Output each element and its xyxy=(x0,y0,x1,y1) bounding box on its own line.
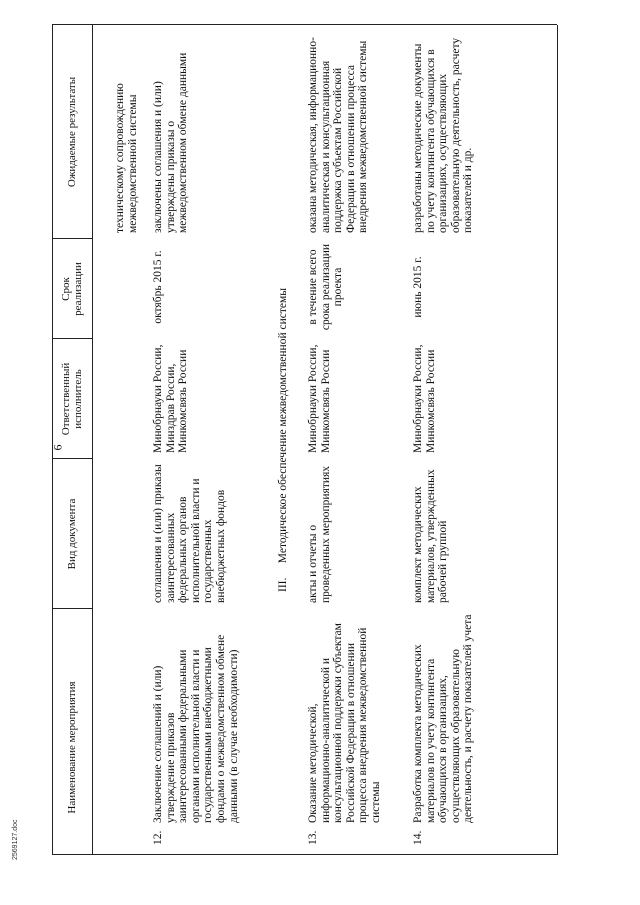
row-doc-type: соглашения и (или) приказы заинтересованных федеральных органов исполнительной власти и государственных внебюджетных фондов xyxy=(152,464,227,603)
row-name: Разработка комплекта методических материалов по учету контингента обучающихся в организациях, осуществляющих образовательную деятельность, и расчету показателей учета xyxy=(412,614,475,823)
header-term: Срок реализации xyxy=(60,262,84,316)
row-results: оказана методическая, информационно-аналитическая и консультационная поддержка субъектам Российской Федерации в отношении процесса внедрения межведомственной системы xyxy=(307,37,370,233)
table-top-border xyxy=(52,25,53,855)
table-right-border xyxy=(52,24,557,25)
header-results: Ожидаемые результаты xyxy=(66,76,78,188)
page-number: 6 xyxy=(50,444,65,451)
row-executor: Минобрнауки России, Минкомсвязь России xyxy=(307,344,332,453)
header-name: Наименование мероприятия xyxy=(66,681,78,814)
row-name: Заключение соглашений и (или) утверждение приказов заинтересованными федеральными органами исполнительной власти и государственными внебюджетными фондами о межведомственном обмене данными (в случае необходимости) xyxy=(152,634,240,823)
header-doc-type: Вид документа xyxy=(66,498,78,570)
row-number: 13. xyxy=(307,830,319,845)
column-divider xyxy=(52,458,92,459)
row-executor: Минобрнауки России, Минкомсвязь России xyxy=(412,344,437,453)
table-bottom-border xyxy=(557,25,558,855)
table xyxy=(52,25,557,855)
row-doc-type: акты и отчеты о проведенных мероприятиях xyxy=(307,465,332,603)
row-term: октябрь 2015 г. xyxy=(152,250,164,324)
row-number: 12. xyxy=(152,830,164,845)
section-heading xyxy=(277,25,289,855)
row-results: разработаны методические документы по учету контингента обучающихся в организациях, осуществляющих образовательную деятельность, расчету показателей и др. xyxy=(412,37,475,233)
carryover-results: техническому сопровождению межведомственной системы xyxy=(114,83,139,233)
table-left-border xyxy=(52,854,557,855)
row-results: заключены соглашения и (или) утверждены приказы о межведомственном обмене данными xyxy=(152,52,190,233)
row-executor: Минобрнауки России, Минздрав России, Минкомсвязь России xyxy=(152,344,190,453)
header-executor: Ответственный исполнитель xyxy=(60,362,84,436)
row-number: 14. xyxy=(412,830,424,845)
section-numeral: III. xyxy=(277,577,289,592)
header-bottom-border xyxy=(92,25,93,855)
column-divider xyxy=(52,608,92,609)
column-divider xyxy=(52,338,92,339)
footer-filename: 2569127.doc xyxy=(12,819,19,860)
row-term: июнь 2015 г. xyxy=(412,256,424,318)
row-name: Оказание методической, информационно-аналитической и консультационной поддержки субъектам Российской Федерации в отношении процесса внедрения межведомственной системы xyxy=(307,623,382,823)
column-divider xyxy=(52,238,92,239)
row-doc-type: комплект методических материалов, утвержденных рабочей группой xyxy=(412,469,450,603)
section-title: Методическое обеспечение межведомственной системы xyxy=(277,288,289,564)
row-term: в течение всего срока реализации проекта xyxy=(307,243,345,331)
